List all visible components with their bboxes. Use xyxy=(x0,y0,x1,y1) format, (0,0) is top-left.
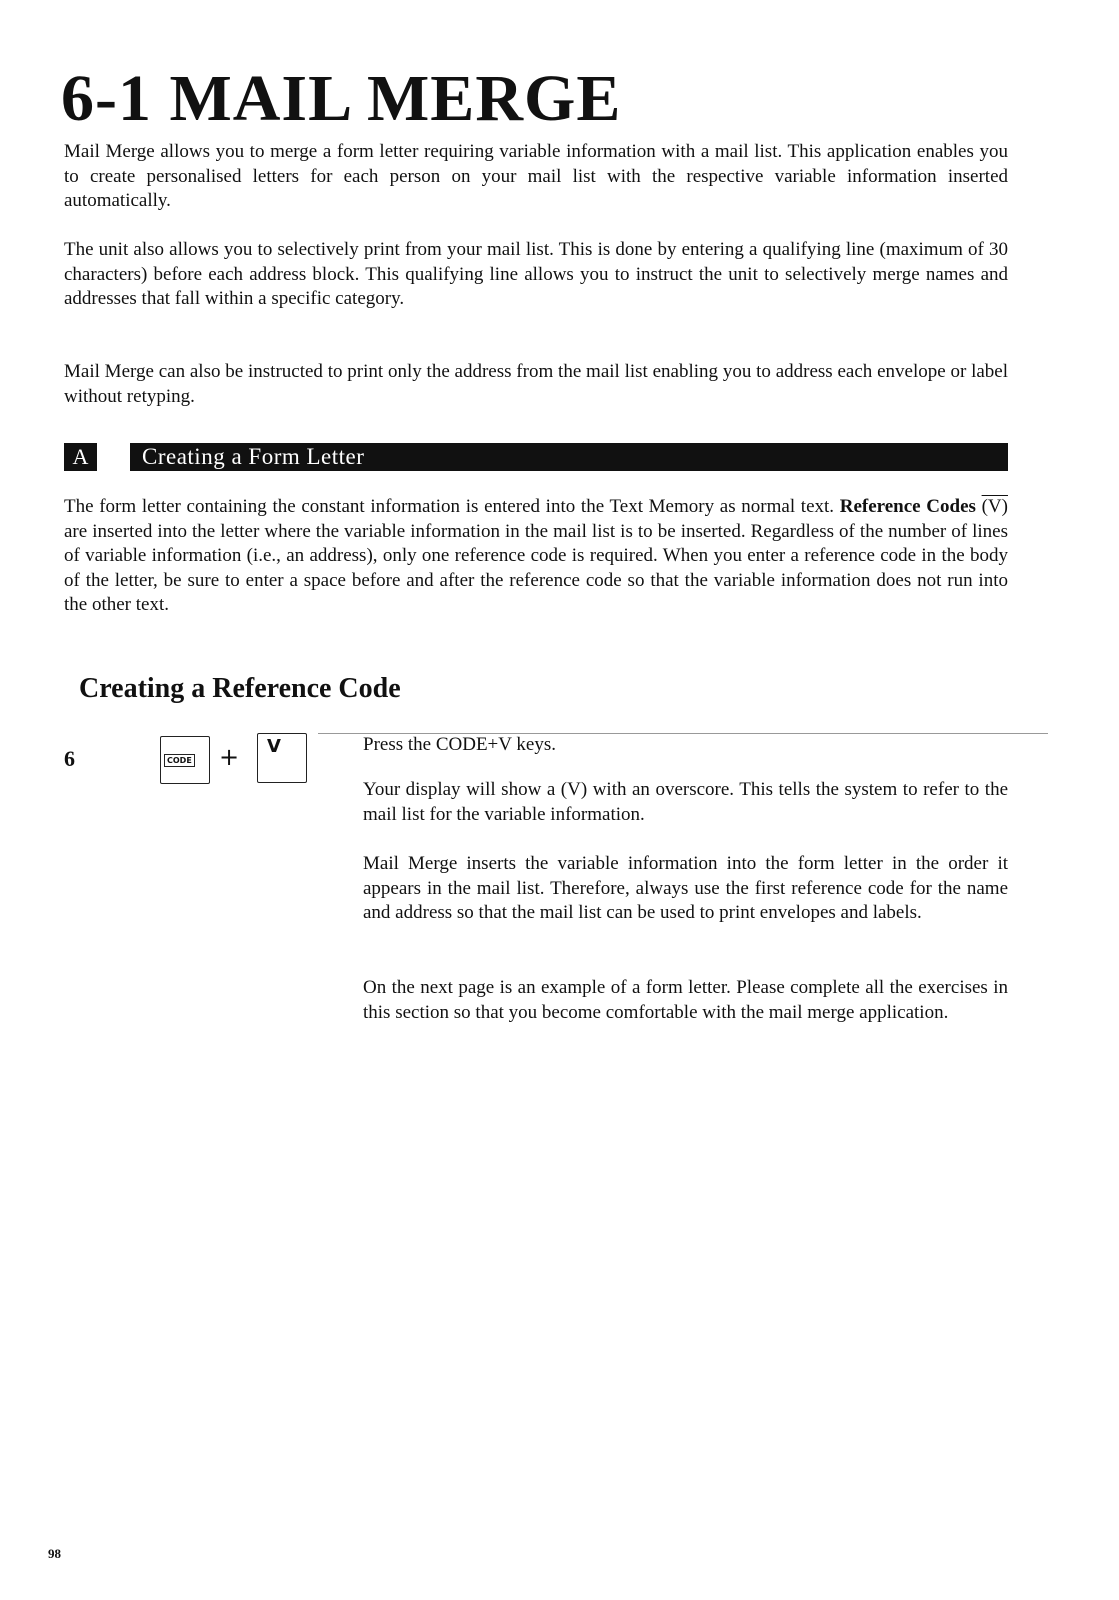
section-header xyxy=(64,443,1008,471)
v-key-label: V xyxy=(267,736,281,757)
v-key-icon xyxy=(257,733,307,783)
reference-codes-term: Reference Codes xyxy=(839,496,976,517)
intro-paragraph-2: The unit also allows you to selectively print from your mail list. This is done by entering a qualifying line (maximum of 30 characters) before each address block. This qualifying line allows you to instruct the unit to selectively merge names and addresses that fall within a specific category. xyxy=(64,239,1008,309)
code-key-label: CODE xyxy=(164,754,195,767)
margin-tab: 6 xyxy=(64,746,75,771)
step-explanation-3: On the next page is an example of a form letter. Please complete all the exercises in this section so that you become comfortable with the mail merge application. xyxy=(363,977,1008,1023)
intro-paragraph-1: Mail Merge allows you to merge a form letter requiring variable information with a mail list. This application enables you to create personalised letters for each person on your mail list with the respective variable information inserted automatically. xyxy=(64,141,1008,211)
intro-paragraph-3: Mail Merge can also be instructed to print only the address from the mail list enabling you to address each envelope or label without retyping. xyxy=(64,361,1008,407)
plus-sign: + xyxy=(219,743,240,771)
section-title: Creating a Form Letter xyxy=(130,443,1008,471)
step-explanation-1: Your display will show a (V) with an overscore. This tells the system to refer to the mail list for the variable information. xyxy=(363,779,1008,825)
page-number: 98 xyxy=(48,1546,61,1561)
section-paragraph-start: The form letter containing the constant information is entered into the Text Memory as normal text. xyxy=(64,496,835,517)
step-explanation-2: Mail Merge inserts the variable information into the form letter in the order it appears in the mail list. Therefore, always use the first reference code for the name and address so that the mail list can be used to print envelopes and labels. xyxy=(363,853,1008,923)
step-instruction: Press the CODE+V keys. xyxy=(363,734,556,755)
subsection-heading: Creating a Reference Code xyxy=(79,673,401,704)
code-key-icon xyxy=(160,736,210,784)
section-paragraph xyxy=(64,495,1008,618)
reference-code-symbol: (V) xyxy=(981,496,1008,517)
section-paragraph-end: are inserted into the letter where the variable information in the mail list is to be inserted. Regardless of the number of lines of variable information (i.e., an address), only one reference code is required. When you enter a reference code in the body of the letter, be sure to enter a space before and after the reference code so that the variable information does not run into the other text. xyxy=(64,520,1008,615)
section-letter-badge: A xyxy=(64,443,97,471)
page-title: 6-1 MAIL MERGE xyxy=(61,62,622,135)
